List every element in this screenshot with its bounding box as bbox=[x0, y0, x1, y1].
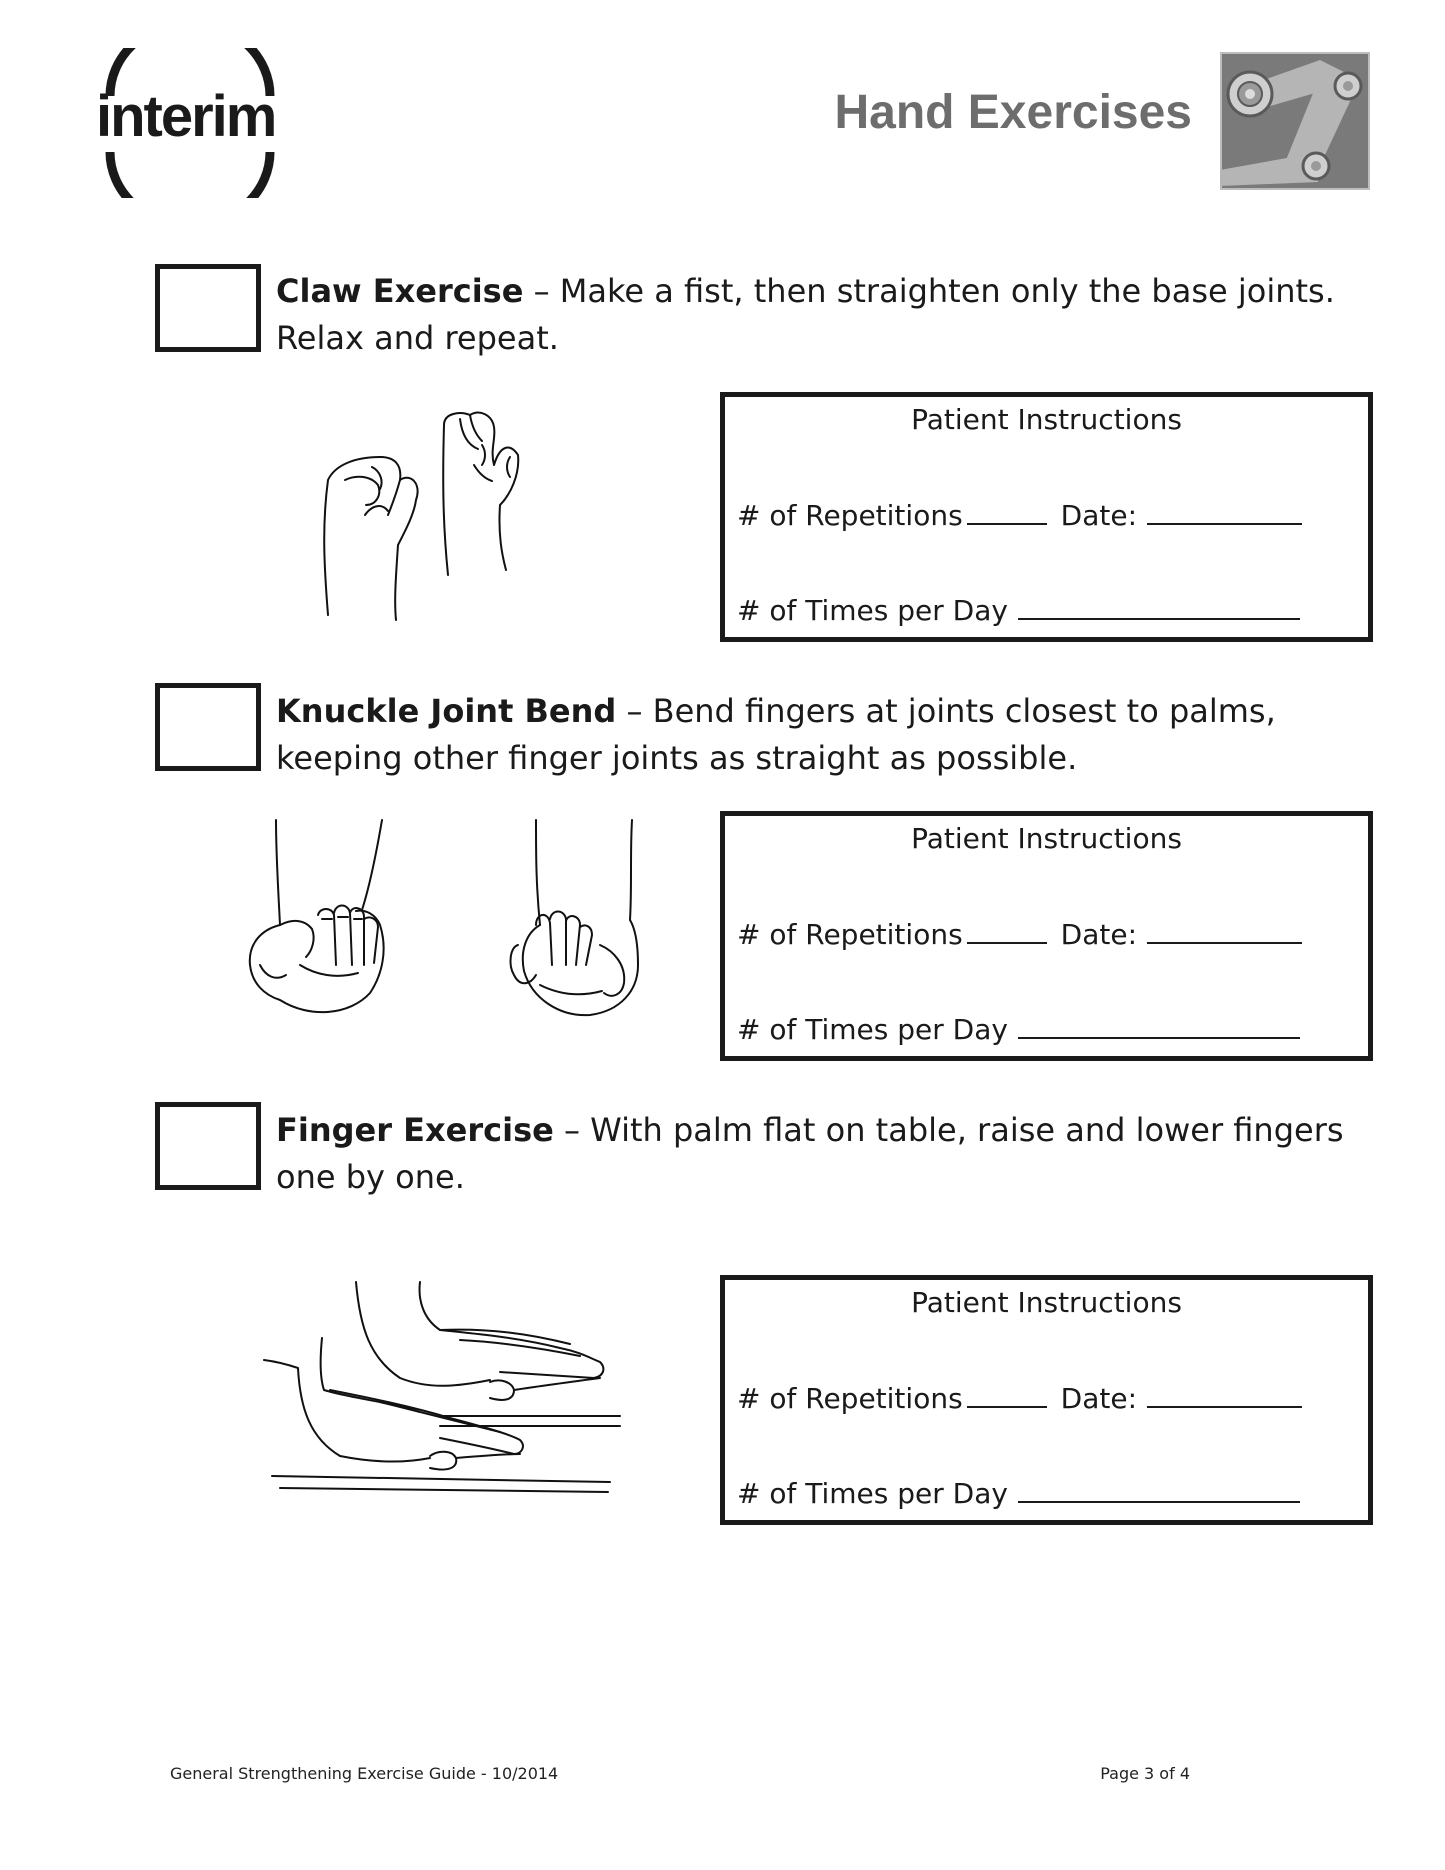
repetitions-row bbox=[737, 1378, 1302, 1415]
date-label: Date: bbox=[1060, 1382, 1138, 1415]
instructions-box-claw bbox=[720, 392, 1373, 642]
knuckle-joint-bend-text bbox=[276, 688, 1386, 782]
times-per-day-label: # of Times per Day bbox=[737, 594, 1008, 627]
repetitions-field[interactable] bbox=[967, 1378, 1047, 1408]
times-per-day-label: # of Times per Day bbox=[737, 1013, 1008, 1046]
finger-exercise-checkbox[interactable] bbox=[155, 1102, 261, 1190]
times-per-day-row bbox=[737, 590, 1300, 627]
instructions-title: Patient Instructions bbox=[911, 822, 1182, 855]
date-field[interactable] bbox=[1147, 914, 1302, 944]
exercise-description: – With palm flat on table, raise and lower fingers one by one. bbox=[276, 1111, 1344, 1196]
exercise-description: – Make a fist, then straighten only the base joints. Relax and repeat. bbox=[276, 272, 1335, 357]
date-label: Date: bbox=[1060, 918, 1138, 951]
exercise-description: – Bend fingers at joints closest to palms, keeping other finger joints as straight as possible. bbox=[276, 692, 1276, 777]
finger-exercise-text bbox=[276, 1107, 1386, 1201]
date-field[interactable] bbox=[1147, 1378, 1302, 1408]
repetitions-label: # of Repetitions bbox=[737, 1382, 963, 1415]
repetitions-row bbox=[737, 914, 1302, 951]
gear-belt-icon bbox=[1220, 52, 1370, 190]
interim-logo bbox=[92, 48, 292, 198]
exercise-name: Knuckle Joint Bend bbox=[276, 692, 617, 730]
claw-exercise-illustration bbox=[310, 405, 580, 630]
logo-text: interim bbox=[96, 84, 276, 149]
footer-document-info: General Strengthening Exercise Guide - 10/2014 bbox=[170, 1764, 559, 1783]
times-per-day-row bbox=[737, 1473, 1300, 1510]
page-title: Hand Exercises bbox=[834, 86, 1192, 139]
claw-exercise-text bbox=[276, 268, 1386, 362]
times-per-day-field[interactable] bbox=[1018, 1473, 1300, 1503]
instructions-title: Patient Instructions bbox=[911, 403, 1182, 436]
repetitions-label: # of Repetitions bbox=[737, 918, 963, 951]
exercise-name: Claw Exercise bbox=[276, 272, 524, 310]
times-per-day-field[interactable] bbox=[1018, 590, 1300, 620]
instructions-box-finger bbox=[720, 1275, 1373, 1525]
times-per-day-row bbox=[737, 1009, 1300, 1046]
exercise-name: Finger Exercise bbox=[276, 1111, 554, 1149]
date-field[interactable] bbox=[1147, 495, 1302, 525]
times-per-day-field[interactable] bbox=[1018, 1009, 1300, 1039]
claw-exercise-checkbox[interactable] bbox=[155, 264, 261, 352]
knuckle-joint-bend-checkbox[interactable] bbox=[155, 683, 261, 771]
instructions-box-knuckle bbox=[720, 811, 1373, 1061]
finger-exercise-illustration bbox=[260, 1278, 630, 1500]
instructions-title: Patient Instructions bbox=[911, 1286, 1182, 1319]
repetitions-label: # of Repetitions bbox=[737, 499, 963, 532]
date-label: Date: bbox=[1060, 499, 1138, 532]
times-per-day-label: # of Times per Day bbox=[737, 1477, 1008, 1510]
page-number: Page 3 of 4 bbox=[1100, 1764, 1190, 1783]
repetitions-row bbox=[737, 495, 1302, 532]
repetitions-field[interactable] bbox=[967, 914, 1047, 944]
repetitions-field[interactable] bbox=[967, 495, 1047, 525]
knuckle-joint-bend-illustration bbox=[240, 815, 650, 1025]
